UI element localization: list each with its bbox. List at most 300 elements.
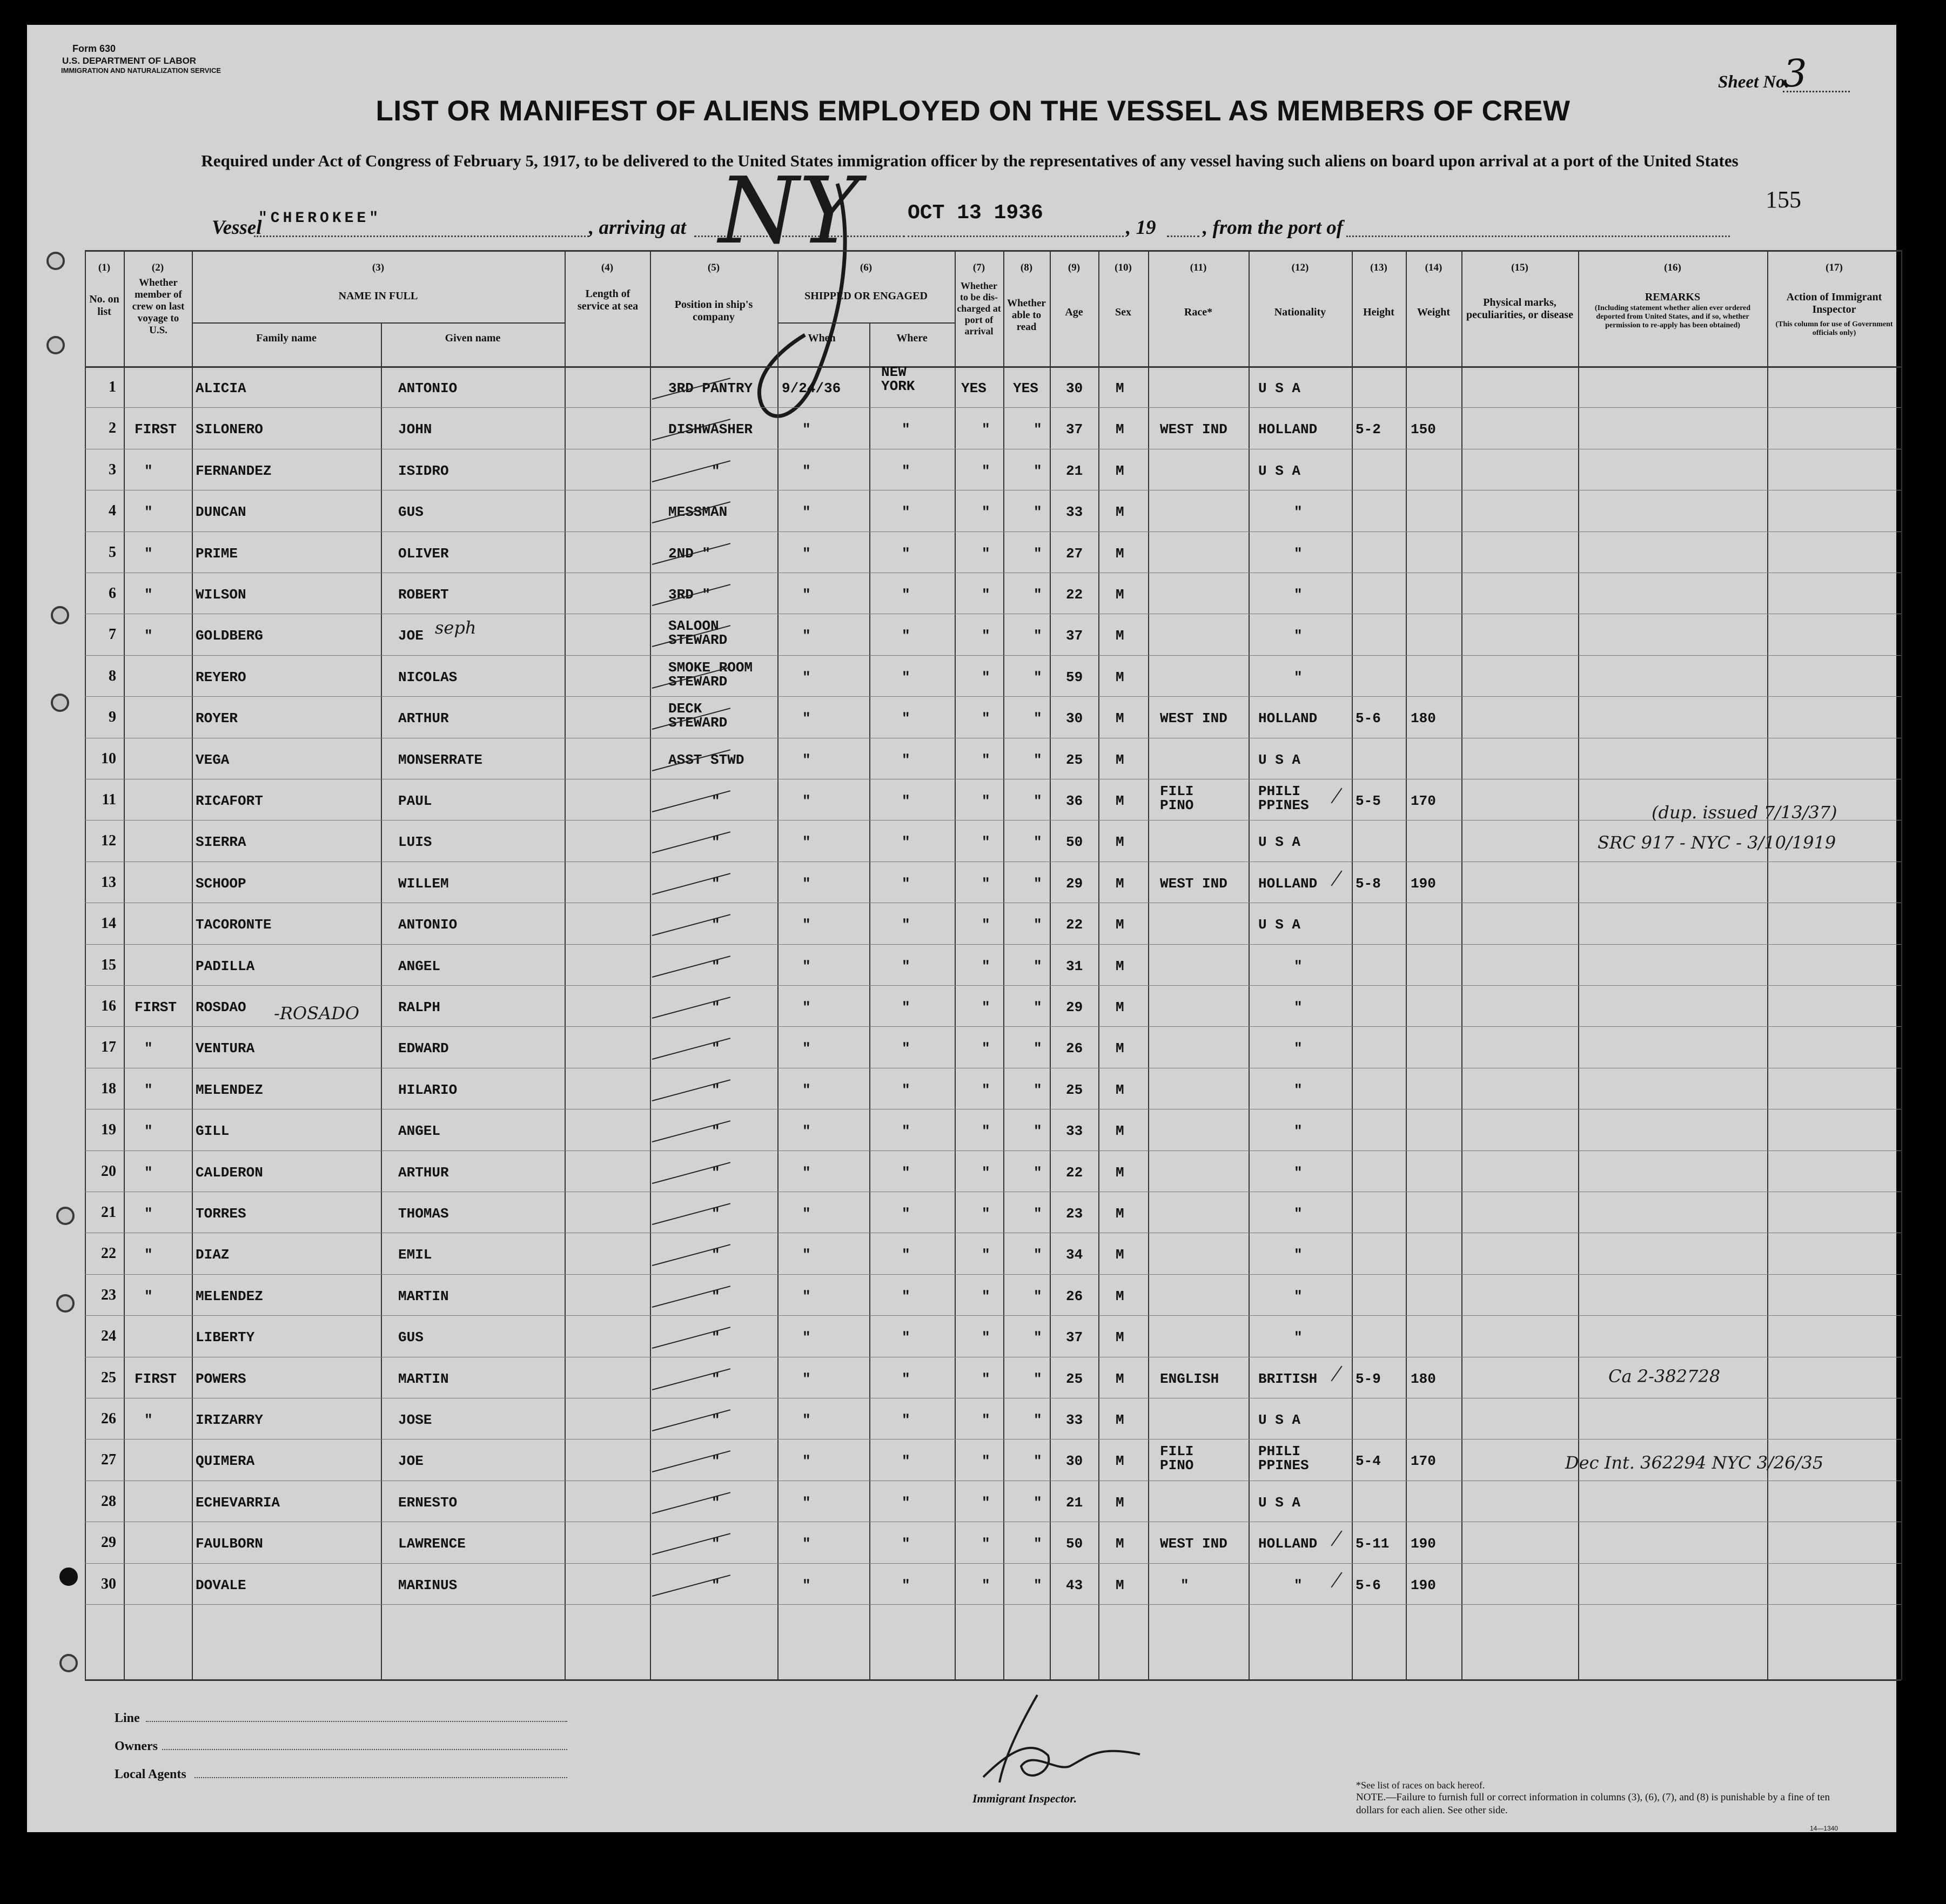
cell-sex: M <box>1116 669 1124 685</box>
cell-age: 22 <box>1066 1164 1083 1181</box>
cell-given: JOE <box>398 628 424 644</box>
cell-family: RICAFORT <box>196 793 263 809</box>
cell-when: " <box>802 628 811 644</box>
cell-age: 26 <box>1066 1288 1083 1304</box>
cell-given: ANGEL <box>398 958 441 974</box>
cell-height: 5-5 <box>1356 793 1381 809</box>
cell-discharged: " <box>982 751 990 768</box>
crew-manifest-table <box>85 250 1901 1680</box>
col-line <box>1352 250 1353 1680</box>
cell-given: OLIVER <box>398 545 449 562</box>
col-line <box>1901 250 1902 1680</box>
col-line <box>1406 250 1407 1680</box>
cell-where: " <box>902 1494 910 1511</box>
cell-given: MARINUS <box>398 1577 458 1593</box>
cell-read: " <box>1034 1288 1042 1304</box>
row-number: 12 <box>101 832 116 850</box>
cell-discharged: " <box>982 1288 990 1304</box>
cell-prior: " <box>144 628 153 644</box>
col-line <box>1148 250 1149 1680</box>
cell-prior: " <box>144 1123 153 1140</box>
cell-race: WEST IND <box>1160 710 1227 727</box>
arriving-label: , arriving at <box>589 217 686 239</box>
row-number: 11 <box>102 791 116 808</box>
name-subheader-rule <box>192 322 565 324</box>
cell-nationality: " <box>1294 504 1303 521</box>
cell-read: " <box>1034 751 1042 768</box>
cell-family: POWERS <box>196 1370 246 1387</box>
ink-tick <box>1331 870 1342 886</box>
cell-family: REYERO <box>196 669 246 685</box>
col-header-remarks-note: (Including statement whether alien ever ordered deported from United States, and if so, whether permission to re-apply has been obtained) <box>1594 304 1751 329</box>
cell-where: " <box>902 917 910 933</box>
cell-where: " <box>902 793 910 809</box>
vessel-label: Vessel <box>212 217 262 239</box>
cell-family: VENTURA <box>196 1040 255 1057</box>
cell-given: RALPH <box>398 999 441 1015</box>
cell-sex: M <box>1116 917 1124 933</box>
cell-when: " <box>802 834 811 851</box>
cell-given: ANTONIO <box>398 380 458 396</box>
cell-family: ECHEVARRIA <box>196 1494 280 1511</box>
cell-race: ENGLISH <box>1160 1370 1219 1387</box>
col-header-position: Position in ship's company <box>674 299 753 323</box>
handwritten-note: -ROSADO <box>274 1003 360 1024</box>
cell-read: " <box>1034 1164 1042 1181</box>
col-header-family-name: Family name <box>256 332 317 344</box>
cell-nationality: " <box>1294 958 1303 974</box>
cell-sex: M <box>1116 958 1124 974</box>
cell-height: 5-11 <box>1356 1536 1390 1552</box>
cell-read: " <box>1034 1577 1042 1593</box>
cell-nationality: " <box>1294 587 1303 603</box>
cell-when: " <box>802 462 811 479</box>
cell-race: " <box>1180 1577 1189 1593</box>
cell-sex: M <box>1116 1288 1124 1304</box>
punch-hole <box>59 1567 78 1586</box>
cell-position: 3RD PANTRY <box>668 380 753 396</box>
cell-when: " <box>802 1370 811 1387</box>
row-number: 9 <box>109 709 116 726</box>
cell-nationality: " <box>1294 1040 1303 1057</box>
cell-nationality: HOLLAND <box>1258 875 1318 892</box>
cell-where: " <box>902 751 910 768</box>
cell-family: VEGA <box>196 751 230 768</box>
cell-discharged: " <box>982 1247 990 1263</box>
cell-when: " <box>802 1123 811 1140</box>
cell-nationality: " <box>1294 1164 1303 1181</box>
cell-read: " <box>1034 1412 1042 1428</box>
col-header-name-in-full: NAME IN FULL <box>338 290 418 302</box>
cell-age: 21 <box>1066 462 1083 479</box>
cell-position: " <box>712 1247 720 1263</box>
table-bottom-rule <box>85 1679 1901 1681</box>
cell-when: 9/24/36 <box>782 380 841 396</box>
cell-prior: FIRST <box>135 421 177 438</box>
row-number: 4 <box>109 502 116 520</box>
cell-discharged: " <box>982 587 990 603</box>
cell-age: 25 <box>1066 1081 1083 1098</box>
cell-sex: M <box>1116 999 1124 1015</box>
cell-age: 22 <box>1066 917 1083 933</box>
row-number: 22 <box>101 1245 116 1262</box>
cell-where: " <box>902 628 910 644</box>
cell-nationality: HOLLAND <box>1258 1536 1318 1552</box>
cell-where: " <box>902 1206 910 1222</box>
cell-sex: M <box>1116 1247 1124 1263</box>
cell-given: LUIS <box>398 834 432 851</box>
footer-line-field <box>146 1721 567 1722</box>
col-line <box>955 250 956 1680</box>
cell-discharged: " <box>982 462 990 479</box>
cell-when: " <box>802 1040 811 1057</box>
cell-where: " <box>902 710 910 727</box>
col-line <box>124 250 125 1680</box>
cell-sex: M <box>1116 1040 1124 1057</box>
cell-read: " <box>1034 958 1042 974</box>
cell-read: " <box>1034 875 1042 892</box>
cell-family: DOVALE <box>196 1577 246 1593</box>
col-num-1: (1) <box>98 262 111 273</box>
service-name: IMMIGRATION AND NATURALIZATION SERVICE <box>61 66 222 75</box>
vessel-line <box>254 236 589 237</box>
cell-prior: " <box>144 1164 153 1181</box>
cell-weight: 180 <box>1411 710 1436 727</box>
row-number: 20 <box>101 1162 116 1180</box>
cell-discharged: " <box>982 999 990 1015</box>
cell-sex: M <box>1116 1536 1124 1552</box>
cell-position: " <box>712 1164 720 1181</box>
col-line <box>869 322 870 1680</box>
cell-when: " <box>802 1453 811 1470</box>
cell-read: " <box>1034 1040 1042 1057</box>
cell-when: " <box>802 504 811 521</box>
row-number: 28 <box>101 1492 116 1510</box>
cell-where: " <box>902 1123 910 1140</box>
cell-where: " <box>902 1412 910 1428</box>
col-header-sex: Sex <box>1115 306 1131 318</box>
cell-sex: M <box>1116 545 1124 562</box>
col-line <box>650 250 651 1680</box>
page-title: LIST OR MANIFEST OF ALIENS EMPLOYED ON THE VESSEL AS MEMBERS OF CREW <box>375 95 1571 127</box>
cell-given: LAWRENCE <box>398 1536 466 1552</box>
col-header-shipped-engaged: SHIPPED OR ENGAGED <box>804 290 928 302</box>
cell-nationality: U S A <box>1258 834 1301 851</box>
cell-age: 36 <box>1066 793 1083 809</box>
col-header-length-of-service: Length of service at sea <box>577 288 639 312</box>
cell-weight: 170 <box>1411 793 1436 809</box>
arriving-port-handwritten: NY <box>719 158 860 265</box>
cell-read: " <box>1034 793 1042 809</box>
cell-where: " <box>902 875 910 892</box>
cell-position: " <box>712 1370 720 1387</box>
cell-given: WILLEM <box>398 875 449 892</box>
cell-sex: M <box>1116 1494 1124 1511</box>
cell-family: DIAZ <box>196 1247 230 1263</box>
cell-read: " <box>1034 917 1042 933</box>
row-rule <box>85 1604 1901 1605</box>
cell-given: MONSERRATE <box>398 751 483 768</box>
cell-sex: M <box>1116 751 1124 768</box>
cell-discharged: " <box>982 545 990 562</box>
cell-family: LIBERTY <box>196 1329 255 1346</box>
cell-age: 31 <box>1066 958 1083 974</box>
cell-weight: 190 <box>1411 1577 1436 1593</box>
cell-when: " <box>802 1329 811 1346</box>
col-header-weight: Weight <box>1417 306 1451 318</box>
cell-read: " <box>1034 1206 1042 1222</box>
cell-age: 29 <box>1066 875 1083 892</box>
cell-when: " <box>802 1494 811 1511</box>
cell-given: JOSE <box>398 1412 432 1428</box>
shipped-subheader-rule <box>777 322 955 324</box>
cell-age: 21 <box>1066 1494 1083 1511</box>
cell-where: " <box>902 999 910 1015</box>
cell-family: DUNCAN <box>196 504 246 521</box>
cell-sex: M <box>1116 1206 1124 1222</box>
cell-family: GOLDBERG <box>196 628 263 644</box>
cell-sex: M <box>1116 462 1124 479</box>
col-num-15: (15) <box>1511 262 1528 273</box>
cell-where: " <box>902 587 910 603</box>
cell-where: " <box>902 1081 910 1098</box>
cell-age: 50 <box>1066 1536 1083 1552</box>
cell-position: " <box>712 1206 720 1222</box>
cell-nationality: U S A <box>1258 462 1301 479</box>
cell-discharged: " <box>982 1494 990 1511</box>
cell-discharged: " <box>982 1206 990 1222</box>
cell-when: " <box>802 958 811 974</box>
row-rule <box>85 1274 1901 1275</box>
cell-family: CALDERON <box>196 1164 263 1181</box>
cell-age: 30 <box>1066 710 1083 727</box>
cell-nationality: U S A <box>1258 380 1301 396</box>
cell-position: 3RD " <box>668 587 711 603</box>
cell-race: WEST IND <box>1160 1536 1227 1552</box>
footer-line-label: Line <box>115 1711 140 1725</box>
cell-when: " <box>802 1412 811 1428</box>
col-num-6: (6) <box>860 262 873 273</box>
cell-discharged: " <box>982 917 990 933</box>
cell-nationality: U S A <box>1258 1412 1301 1428</box>
punch-hole <box>51 694 69 712</box>
cell-read: " <box>1034 710 1042 727</box>
cell-sex: M <box>1116 793 1124 809</box>
cell-prior: " <box>144 587 153 603</box>
row-rule <box>85 944 1901 945</box>
cell-position: MESSMAN <box>668 504 728 521</box>
cell-discharged: " <box>982 1329 990 1346</box>
cell-when: " <box>802 1247 811 1263</box>
cell-family: ROSDAO <box>196 999 246 1015</box>
cell-height: 5-2 <box>1356 421 1381 438</box>
cell-given: ARTHUR <box>398 1164 449 1181</box>
cell-position: " <box>712 1536 720 1552</box>
cell-race: WEST IND <box>1160 875 1227 892</box>
row-number: 17 <box>101 1039 116 1056</box>
col-line <box>1003 250 1004 1680</box>
cell-where: " <box>902 834 910 851</box>
cell-family: MELENDEZ <box>196 1081 263 1098</box>
col-num-4: (4) <box>601 262 614 273</box>
row-number: 18 <box>101 1080 116 1097</box>
cell-prior: " <box>144 1206 153 1222</box>
handwritten-note: seph <box>435 617 477 638</box>
cell-read: " <box>1034 999 1042 1015</box>
cell-read: " <box>1034 1123 1042 1140</box>
cell-age: 59 <box>1066 669 1083 685</box>
cell-where: " <box>902 421 910 438</box>
cell-family: MELENDEZ <box>196 1288 263 1304</box>
cell-when: " <box>802 875 811 892</box>
cell-nationality: " <box>1294 545 1303 562</box>
row-number: 27 <box>101 1451 116 1469</box>
table-header-rule <box>85 366 1901 368</box>
row-number: 7 <box>109 626 116 643</box>
cell-sex: M <box>1116 504 1124 521</box>
year-line <box>1167 236 1199 237</box>
row-rule <box>85 655 1901 656</box>
row-number: 15 <box>101 956 116 973</box>
col-num-12: (12) <box>1291 262 1309 273</box>
cell-discharged: YES <box>961 380 987 396</box>
cell-height: 5-4 <box>1356 1453 1381 1470</box>
cell-family: ALICIA <box>196 380 246 396</box>
cell-nationality: " <box>1294 1577 1303 1593</box>
ink-tick <box>1331 1572 1342 1587</box>
arrival-date-stamp: OCT 13 1936 <box>908 201 1043 225</box>
races-note: *See list of races on back hereof. <box>1356 1780 1485 1791</box>
cell-age: 23 <box>1066 1206 1083 1222</box>
col-header-discharged: Whether to be dis-charged at port of arrival <box>957 280 1001 337</box>
cell-discharged: " <box>982 875 990 892</box>
col-header-physical-marks: Physical marks, peculiarities, or disease <box>1466 297 1573 321</box>
row-number: 29 <box>101 1534 116 1551</box>
cell-when: " <box>802 1164 811 1181</box>
footer-owners-label: Owners <box>115 1739 158 1753</box>
department-name: U.S. DEPARTMENT OF LABOR <box>62 56 197 66</box>
row-number: 3 <box>109 461 116 478</box>
row-number: 14 <box>101 915 116 932</box>
cell-position: " <box>712 917 720 933</box>
cell-age: 37 <box>1066 1329 1083 1346</box>
cell-age: 37 <box>1066 628 1083 644</box>
col-line <box>1249 250 1250 1680</box>
cell-age: 33 <box>1066 1123 1083 1140</box>
col-header-remarks: REMARKS <box>1645 291 1701 303</box>
row-number: 23 <box>101 1286 116 1303</box>
cell-family: PRIME <box>196 545 238 562</box>
row-rule <box>85 696 1901 697</box>
cell-given: NICOLAS <box>398 669 458 685</box>
cell-family: TORRES <box>196 1206 246 1222</box>
row-number: 10 <box>101 750 116 767</box>
cell-where: " <box>902 669 910 685</box>
cell-where: " <box>902 545 910 562</box>
cell-discharged: " <box>982 669 990 685</box>
cell-family: WILSON <box>196 587 246 603</box>
cell-given: MARTIN <box>398 1288 449 1304</box>
cell-discharged: " <box>982 1123 990 1140</box>
row-rule <box>85 1563 1901 1564</box>
cell-weight: 190 <box>1411 875 1436 892</box>
cell-prior: FIRST <box>135 999 177 1015</box>
cell-nationality: " <box>1294 1288 1303 1304</box>
col-line <box>192 250 193 1680</box>
cell-nationality: " <box>1294 1081 1303 1098</box>
cell-sex: M <box>1116 1164 1124 1181</box>
cell-position: DISHWASHER <box>668 421 753 438</box>
cell-discharged: " <box>982 504 990 521</box>
row-number: 25 <box>101 1369 116 1386</box>
cell-when: " <box>802 1536 811 1552</box>
cell-when: " <box>802 587 811 603</box>
cell-sex: M <box>1116 1081 1124 1098</box>
cell-sex: M <box>1116 587 1124 603</box>
row-rule <box>85 1315 1901 1316</box>
cell-family: SCHOOP <box>196 875 246 892</box>
row-number: 21 <box>101 1204 116 1221</box>
cell-when: " <box>802 545 811 562</box>
cell-where: " <box>902 504 910 521</box>
punch-hole <box>46 336 65 354</box>
cell-discharged: " <box>982 1370 990 1387</box>
cell-given: EMIL <box>398 1247 432 1263</box>
cell-nationality: HOLLAND <box>1258 710 1318 727</box>
cell-discharged: " <box>982 1040 990 1057</box>
cell-age: 43 <box>1066 1577 1083 1593</box>
cell-sex: M <box>1116 875 1124 892</box>
cell-family: IRIZARRY <box>196 1412 263 1428</box>
cell-discharged: " <box>982 1412 990 1428</box>
cell-age: 33 <box>1066 504 1083 521</box>
col-num-2: (2) <box>151 262 164 273</box>
cell-family: FERNANDEZ <box>196 462 272 479</box>
col-num-3: (3) <box>372 262 385 273</box>
cell-position: " <box>712 1329 720 1346</box>
cell-given: PAUL <box>398 793 432 809</box>
cell-weight: 190 <box>1411 1536 1436 1552</box>
cell-discharged: " <box>982 1536 990 1552</box>
cell-where: " <box>902 1577 910 1593</box>
col-num-10: (10) <box>1115 262 1132 273</box>
cell-sex: M <box>1116 1123 1124 1140</box>
failure-note: NOTE.—Failure to furnish full or correct information in columns (3), (6), (7), and (8) is punishable by a fine of ten dollars for each alien. See other side. <box>1356 1792 1830 1816</box>
handwritten-note: (dup. issued 7/13/37) <box>1652 802 1837 823</box>
cell-position: " <box>712 1577 720 1593</box>
cell-sex: M <box>1116 1577 1124 1593</box>
cell-where: " <box>902 1164 910 1181</box>
cell-position: " <box>712 462 720 479</box>
col-header-race: Race* <box>1184 306 1213 318</box>
cell-read: " <box>1034 587 1042 603</box>
form-number: Form 630 <box>72 43 116 54</box>
print-code: 14—1340 <box>1810 1825 1838 1832</box>
cell-sex: M <box>1116 628 1124 644</box>
cell-given: JOHN <box>398 421 432 438</box>
cell-discharged: " <box>982 1453 990 1470</box>
cell-family: SIERRA <box>196 834 246 851</box>
cell-age: 25 <box>1066 1370 1083 1387</box>
row-number: 8 <box>109 667 116 684</box>
cell-age: 30 <box>1066 1453 1083 1470</box>
page-number: 155 <box>1766 186 1801 213</box>
cell-where: " <box>902 958 910 974</box>
cell-nationality: " <box>1294 1206 1303 1222</box>
cell-age: 29 <box>1066 999 1083 1015</box>
col-header-prior-voyage: Whether member of crew on last voyage to U.S. <box>132 277 185 336</box>
cell-nationality: HOLLAND <box>1258 421 1318 438</box>
